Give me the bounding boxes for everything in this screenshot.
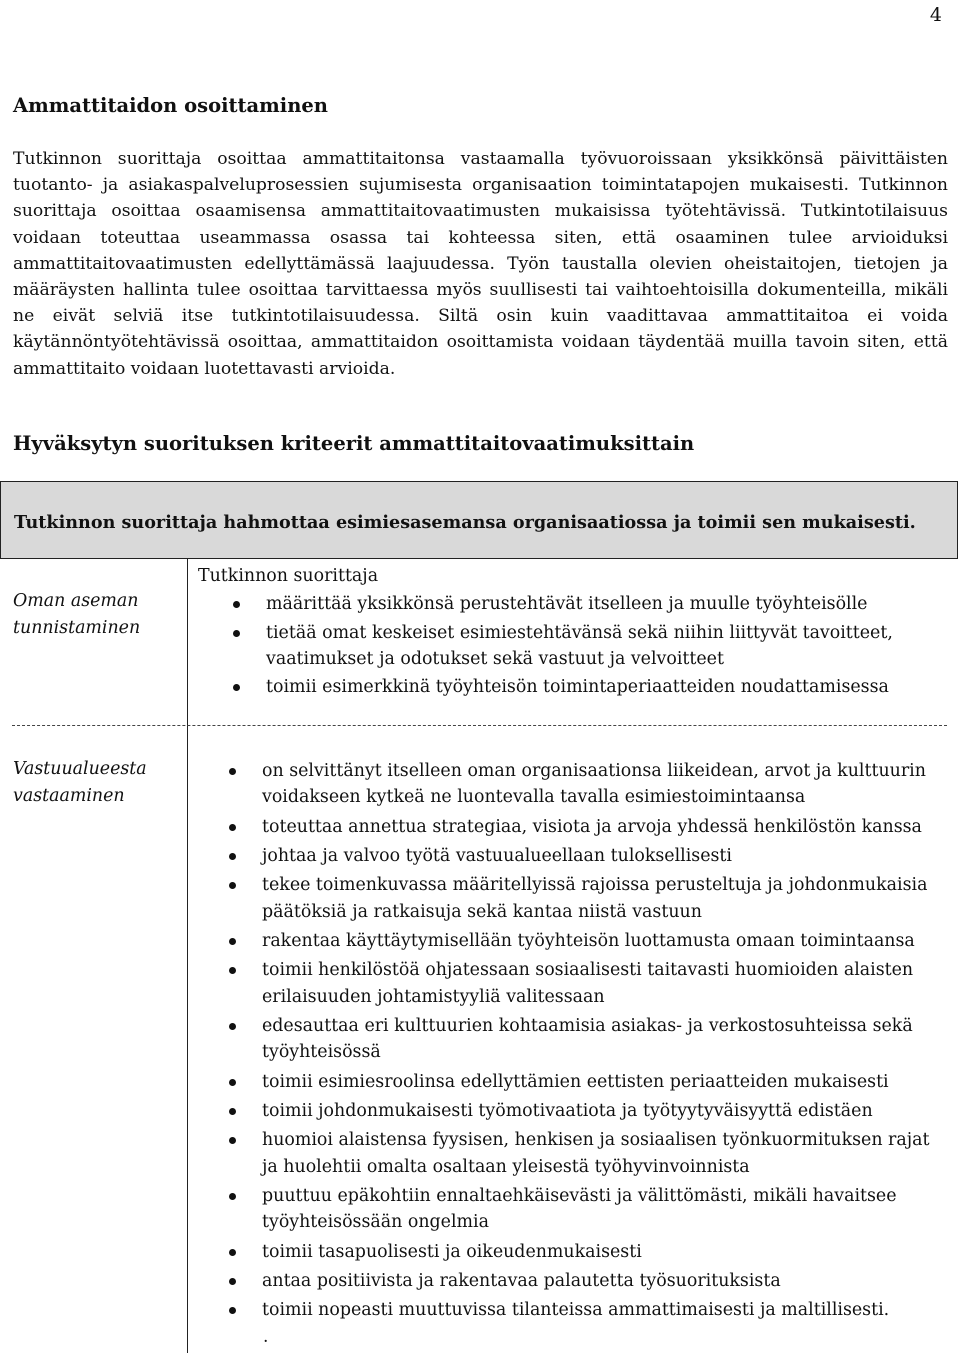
- list-item: toimii johdonmukaisesti työmotivaatiota ja työtyytyväisyyttä edistäen: [262, 1098, 942, 1124]
- row-label-vastuualueesta: Vastuualueesta vastaaminen: [13, 759, 147, 806]
- row-divider: [12, 725, 947, 726]
- section-title: Ammattitaidon osoittaminen: [13, 94, 328, 117]
- list-item: toimii tasapuolisesti ja oikeudenmukaisesti: [262, 1239, 942, 1265]
- row1-intro: Tutkinnon suorittaja: [198, 566, 379, 586]
- list-item: toimii esimiesroolinsa edellyttämien eettisten periaatteiden mukaisesti: [262, 1069, 942, 1095]
- criteria-table-header-text: Tutkinnon suorittaja hahmottaa esimiesasemansa organisaatiossa ja toimii sen mukaisesti.: [14, 512, 916, 533]
- list-item: tekee toimenkuvassa määritellyissä rajoissa perusteltuja ja johdonmukaisia päätöksiä ja ratkaisuja sekä kantaa niistä vastuun: [262, 872, 942, 924]
- trailing-mark: .: [263, 1327, 269, 1347]
- intro-paragraph: Tutkinnon suorittaja osoittaa ammattitaitonsa vastaamalla työvuoroissaan yksikkönsä päivittäisten tuotanto- ja asiakaspalveluprosessien sujumisesta organisaation toimintatapojen mukaisesti. Tutkinnon suorittaja osoittaa osaamisensa ammattitaitovaatimusten mukaisissa työtehtävissä. Tutkintotilaisuus voidaan toteuttaa useammassa osassa tai kohteessa siten, että osaaminen tulee arvioiduksi ammattitaitovaatimusten edellyttämässä laajuudessa. Työn taustalla olevien oheistaitojen, tietojen ja määräysten hallinta tulee osoittaa tarvittaessa myös suullisesti tai vaihtoehtoisilla dokumenteilla, mikäli ne eivät selviä itse tutkintotilaisuudessa. Siltä osin kuin vaadittavaa ammattitaitoa ei voida käytännöntyötehtävissä osoittaa, ammattitaidon osoittamista voidaan täydentää muilla tavoin siten, että ammattitaito voidaan luotettavasti arvioida.: [13, 149, 948, 379]
- list-item: edesauttaa eri kulttuurien kohtaamisia asiakas- ja verkostosuhteissa sekä työyhteisössä: [262, 1013, 942, 1065]
- row2-criteria-list: [262, 758, 942, 1327]
- list-item: toimii nopeasti muuttuvissa tilanteissa ammattimaisesti ja maltillisesti.: [262, 1297, 942, 1323]
- list-item: antaa positiivista ja rakentavaa palautetta työsuorituksista: [262, 1268, 942, 1294]
- row-label-oman-aseman: Oman aseman tunnistaminen: [13, 591, 141, 638]
- list-item: johtaa ja valvoo työtä vastuualueellaan tuloksellisesti: [262, 843, 942, 869]
- list-item: toteuttaa annettua strategiaa, visiota ja arvoja yhdessä henkilöstön kanssa: [262, 814, 942, 840]
- list-item: puuttuu epäkohtiin ennaltaehkäisevästi ja välittömästi, mikäli havaitsee työyhteisössään ongelmia: [262, 1183, 942, 1235]
- list-item: tietää omat keskeiset esimiestehtävänsä sekä niihin liittyvät tavoitteet, vaatimukset ja odotukset sekä vastuut ja velvoitteet: [266, 620, 936, 672]
- criteria-title: Hyväksytyn suorituksen kriteerit ammattitaitovaatimuksittain: [13, 432, 695, 455]
- row1-criteria-list: [266, 591, 936, 703]
- list-item: toimii esimerkkinä työyhteisön toimintaperiaatteiden noudattamisessa: [266, 674, 936, 700]
- list-item: on selvittänyt itselleen oman organisaationsa liikeidean, arvot ja kulttuurin voidakseen kytkeä ne luontevalla tavalla esimiestoimintaansa: [262, 758, 942, 810]
- table-column-divider: [187, 559, 188, 1353]
- list-item: huomioi alaistensa fyysisen, henkisen ja sosiaalisen työnkuormituksen rajat ja huolehtii omalta osaltaan yleisestä työhyvinvoinnista: [262, 1127, 942, 1179]
- criteria-table-header: [0, 481, 958, 559]
- list-item: toimii henkilöstöä ohjatessaan sosiaalisesti taitavasti huomioiden alaisten erilaisuuden johtamistyyliä valitessaan: [262, 957, 942, 1009]
- list-item: määrittää yksikkönsä perustehtävät itselleen ja muulle työyhteisölle: [266, 591, 936, 617]
- list-item: rakentaa käyttäytymisellään työyhteisön luottamusta omaan toimintaansa: [262, 928, 942, 954]
- page-number: 4: [929, 4, 942, 26]
